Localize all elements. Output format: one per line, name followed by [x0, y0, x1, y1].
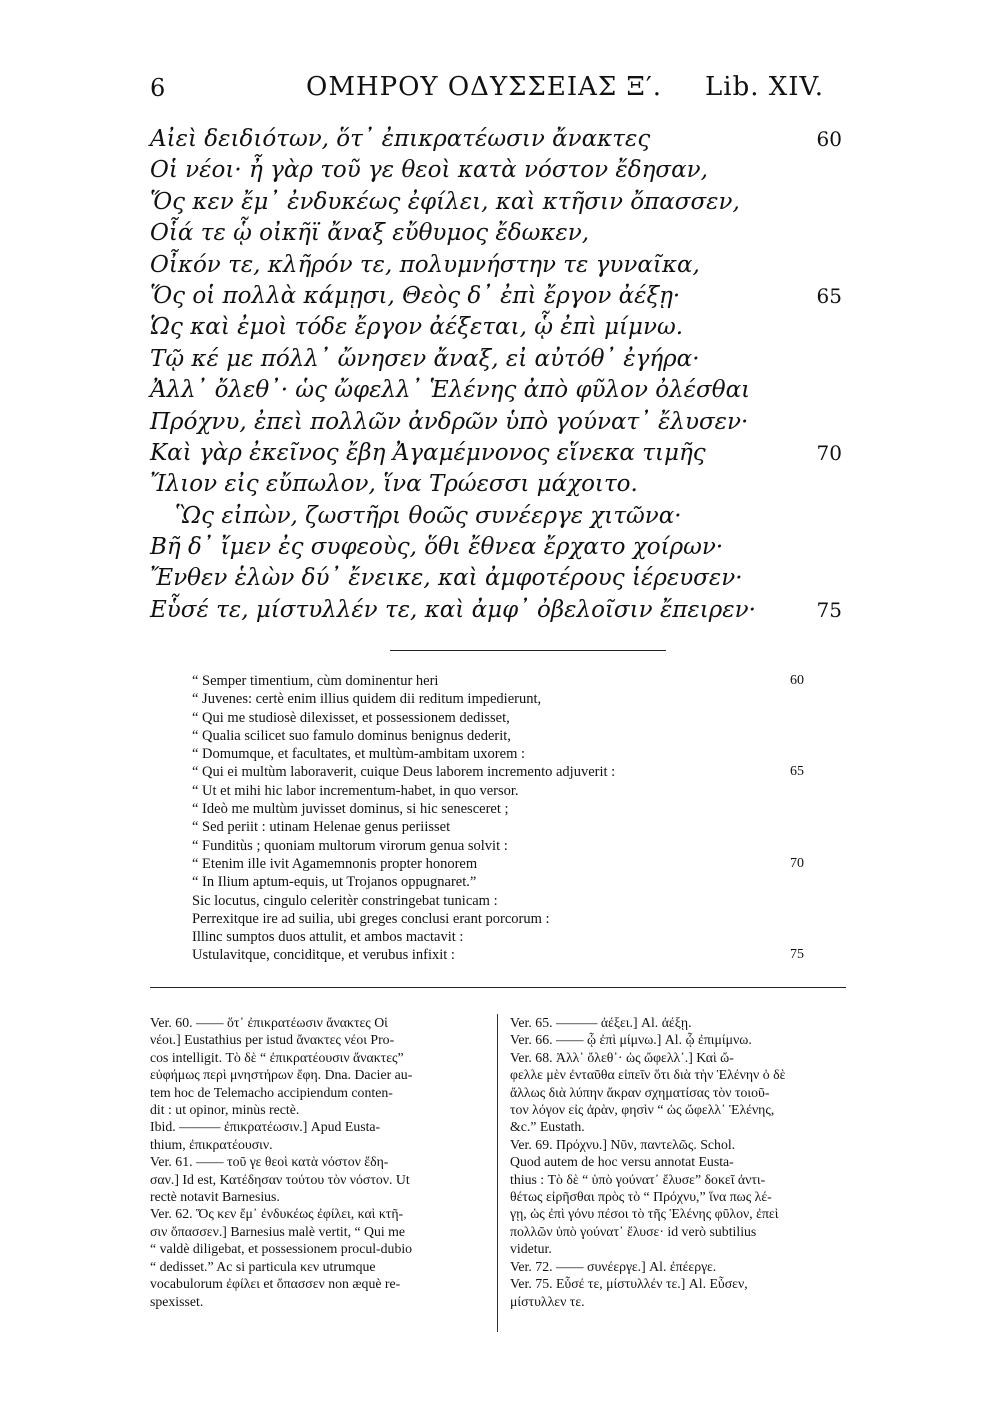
verse-number: 75 [790, 947, 804, 963]
latin-verse-text: Perrexitque ire ad suilia, ubi greges conclusi erant porcorum : [192, 910, 550, 927]
latin-verse-text: “ Ut et mihi hic labor incrementum-habet, in quo versor. [192, 782, 519, 799]
verse-number: 60 [816, 127, 842, 151]
latin-verse-line [192, 928, 832, 946]
greek-verse-text: Εὗσέ τε, μίστυλλέν τε, καὶ ἀμφ᾽ ὀβελοῖσιν ἔπειρεν· [150, 596, 756, 623]
latin-verse-text: “ Qui me studiosè dilexisset, et possessionem dedisset, [192, 709, 510, 726]
verse-number: 70 [790, 855, 804, 871]
book-label: Lib. XIV. [705, 72, 825, 102]
greek-verse-line [150, 407, 850, 438]
footnote-line: videtur. [510, 1241, 552, 1257]
greek-verse-text: Ὡς καὶ ἐμοὶ τόδε ἔργον ἀέξεται, ᾧ ἐπὶ μίμνω. [150, 314, 684, 341]
section-divider [390, 650, 666, 651]
footnote-line: &c.” Eustath. [510, 1119, 585, 1135]
footnote-line: Quod autem de hoc versu annotat Eusta- [510, 1154, 734, 1170]
greek-verse-line [150, 344, 850, 375]
footnote-line: Ver. 68. Ἀλλ᾽ ὄλεθ᾽· ὡς ὤφελλ᾽.] Καὶ ὤ- [510, 1049, 734, 1065]
footnote-line: γῃ, ὡς ἐπὶ γόνυ πέσοι τὸ τῆς Ἑλένης φῦλον, ἐπεὶ [510, 1206, 779, 1222]
footnote-line: “ dedisset.” Ac si particula κεν utrumque [150, 1258, 376, 1274]
footnotes-right-column [510, 1014, 846, 1310]
verse-number: 70 [816, 440, 842, 465]
footnote-line: tem hoc de Telemacho accipiendum conten- [150, 1084, 393, 1100]
greek-verse-line [150, 187, 850, 218]
verse-number: 65 [790, 764, 804, 780]
greek-verse-text: Βῆ δ᾽ ἴμεν ἐς συφεοὺς, ὅθι ἔθνεα ἔρχατο χοίρων· [150, 534, 724, 561]
latin-verse-line [192, 690, 832, 708]
footnote-line: Ver. 62. Ὅς κεν ἔμ᾽ ἐνδυκέως ἐφίλει, καὶ κτῆ- [150, 1206, 404, 1222]
latin-verse-text: “ Etenim ille ivit Agamemnonis propter honorem [192, 855, 478, 872]
greek-verse-text: Ὣς εἰπὼν, ζωστῆρι θοῶς συνέεργε χιτῶνα· [175, 502, 682, 529]
latin-verse-line [192, 800, 832, 818]
greek-verse-line [150, 563, 850, 594]
verse-number: 60 [790, 673, 804, 688]
latin-verse-text: “ Sed periit : utinam Helenae genus periisset [192, 819, 451, 836]
footnote-line: Ver. 66. —— ᾧ ἐπὶ μίμνω.] Al. ᾧ ἐπιμίμνω. [510, 1032, 752, 1048]
footnotes-left-column [150, 1014, 486, 1310]
greek-verse-text: Καὶ γὰρ ἐκεῖνος ἔβη Ἀγαμέμνονος εἵνεκα τιμῆς [150, 439, 706, 466]
footnote-line: πολλῶν ὑπὸ γούνατ᾽ ἔλυσε· id verò subtilius [510, 1223, 757, 1239]
greek-verse-text: Οἱ νέοι· ἦ γὰρ τοῦ γε θεοὶ κατὰ νόστον ἔδησαν, [150, 157, 708, 184]
footnote-line: Ver. 69. Πρόχνυ.] Νῦν, παντελῶς. Schol. [510, 1136, 736, 1152]
latin-verse-line [192, 946, 832, 964]
footnote-line: ἄλλως διὰ λύπην ἄκραν σχηματίσας τὸν τοιοῦ- [510, 1084, 770, 1100]
latin-translation [192, 672, 832, 965]
greek-verse-line [150, 250, 850, 281]
greek-verse-line [150, 501, 850, 532]
footnote-line: Ver. 72. —— συνέεργε.] Al. ἐπέεργε. [510, 1258, 717, 1274]
greek-verses [150, 124, 850, 626]
latin-verse-line [192, 818, 832, 836]
footnote-line: θέτως εἰρῆσθαι πρὸς τὸ “ Πρόχνυ,” ἵνα πως λέ- [510, 1189, 772, 1205]
column-divider [497, 1014, 498, 1332]
latin-verse-text: “ In Ilium aptum-equis, ut Trojanos oppugnaret.” [192, 874, 477, 891]
footnote-line: σαν.] Id est, Κατέδησαν τούτου τὸν νόστον. Ut [150, 1171, 410, 1187]
greek-verse-line [150, 469, 850, 500]
greek-verse-line [150, 312, 850, 343]
page-number: 6 [150, 74, 166, 102]
greek-verse-text: Ἔνθεν ἑλὼν δύ᾽ ἔνεικε, καὶ ἀμφοτέρους ἱέρευσεν· [150, 565, 743, 592]
greek-verse-text: Αἰεὶ δειδιότων, ὅτ᾽ ἐπικρατέωσιν ἄνακτες [150, 126, 651, 152]
footnote-line: Ibid. ——— ἐπικρατέωσιν.] Apud Eusta- [150, 1119, 381, 1135]
footnote-line: νέοι.] Eustathius per istud ἄνακτες νέοι Pro- [150, 1032, 395, 1048]
footnote-line: φελλε μὲν ἐνταῦθα εἰπεῖν ὅτι διὰ τὴν Ἑλένην ὁ δὲ [510, 1067, 786, 1083]
latin-verse-text: Illinc sumptos duos attulit, et ambos mactavit : [192, 929, 464, 946]
latin-verse-line [192, 727, 832, 745]
latin-verse-text: “ Qui ei multùm laboraverit, cuique Deus laborem incremento adjuverit : [192, 764, 616, 781]
footnote-line: Ver. 61. —— τοῦ γε θεοὶ κατὰ νόστον ἔδη- [150, 1154, 389, 1170]
footnote-line: thium, ἐπικρατέουσιν. [150, 1136, 273, 1152]
latin-verse-text: “ Ideò me multùm juvisset dominus, si hic senesceret ; [192, 801, 509, 818]
greek-verse-line [150, 124, 850, 155]
footnote-line: σιν ὄπασσεν.] Barnesius malè vertit, “ Qui me [150, 1223, 406, 1239]
latin-verse-text: “ Qualia scilicet suo famulo dominus benignus dederit, [192, 727, 511, 744]
greek-verse-line [150, 532, 850, 563]
latin-verse-line [192, 672, 832, 690]
greek-verse-line [150, 438, 850, 469]
footnote-line: τον λόγον εἰς ἀρὰν, φησὶν “ ὡς ὤφελλ᾽ Ἑλένης, [510, 1102, 775, 1118]
footnote-line: thius : Τὸ δὲ “ ὑπὸ γούνατ᾽ ἔλυσε” δοκεῖ ἀντι- [510, 1171, 766, 1187]
latin-verse-line [192, 837, 832, 855]
greek-verse-text: Ἀλλ᾽ ὄλεθ᾽· ὡς ὤφελλ᾽ Ἑλένης ἀπὸ φῦλον ὀλέσθαι [150, 377, 751, 404]
greek-verse-line [150, 281, 850, 312]
latin-verse-text: “ Semper timentium, cùm dominentur heri [192, 673, 439, 689]
latin-verse-text: Ustulavitque, conciditque, et verubus infixit : [192, 947, 455, 964]
footnote-line: Ver. 75. Εὗσέ τε, μίστυλλέν τε.] Al. Εὗσεν, [510, 1276, 748, 1292]
greek-verse-text: Ὅς οἱ πολλὰ κάμῃσι, Θεὸς δ᾽ ἐπὶ ἔργον ἀέξῃ· [150, 282, 681, 309]
greek-verse-text: Πρόχνυ, ἐπεὶ πολλῶν ἀνδρῶν ὑπὸ γούνατ᾽ ἔλυσεν· [150, 408, 749, 435]
latin-verse-line [192, 709, 832, 727]
footnote-line: “ valdè diligebat, et possessionem procul-dubio [150, 1241, 413, 1257]
greek-verse-text: Οἶκόν τε, κλῆρόν τε, πολυμνήστην τε γυναῖκα, [150, 251, 700, 278]
footnote-line: vocabulorum ἐφίλει et ὄπασσεν non æquè re- [150, 1276, 401, 1292]
latin-verse-line [192, 763, 832, 781]
greek-verse-line [150, 218, 850, 249]
latin-verse-text: “ Funditùs ; quoniam multorum virorum genua solvit : [192, 837, 508, 854]
latin-verse-line [192, 782, 832, 800]
footnote-line: Ver. 60. —— ὅτ᾽ ἐπικρατέωσιν ἄνακτες Οἱ [150, 1015, 388, 1030]
footnote-line: rectè notavit Barnesius. [150, 1189, 280, 1205]
footnote-line: μίστυλλεν τε. [510, 1293, 585, 1309]
footnotes [150, 1014, 850, 1334]
footnote-line: spexisset. [150, 1293, 204, 1309]
latin-verse-line [192, 745, 832, 763]
footnote-line: Ver. 65. ——— ἀέξει.] Al. ἀέξῃ. [510, 1015, 692, 1030]
greek-verse-line [150, 155, 850, 186]
footnote-line: εὐφήμως περὶ μνηστήρων ἔφη. Dna. Dacier au- [150, 1067, 413, 1083]
latin-verse-line [192, 910, 832, 928]
latin-verse-line [192, 873, 832, 891]
latin-verse-text: Sic locutus, cingulo celeritèr constringebat tunicam : [192, 892, 498, 909]
latin-verse-line [192, 855, 832, 873]
greek-verse-text: Ὅς κεν ἔμ᾽ ἐνδυκέως ἐφίλει, καὶ κτῆσιν ὄπασσεν, [150, 188, 740, 215]
greek-verse-text: Ἴλιον εἰς εὔπωλον, ἵνα Τρώεσσι μάχοιτο. [150, 471, 638, 498]
notes-divider [150, 987, 846, 988]
greek-verse-text: Τῷ κέ με πόλλ᾽ ὤνησεν ἄναξ, εἰ αὐτόθ᾽ ἐγήρα· [150, 345, 700, 372]
latin-verse-line [192, 892, 832, 910]
latin-verse-text: “ Juvenes: certè enim illius quidem dii reditum impedierunt, [192, 691, 542, 708]
latin-verse-text: “ Domumque, et facultates, et multùm-ambitam uxorem : [192, 746, 526, 763]
page-header [0, 72, 1000, 106]
verse-number: 65 [816, 283, 842, 308]
greek-verse-text: Οἷά τε ᾧ οἰκῆϊ ἄναξ εὔθυμος ἔδωκεν, [150, 220, 590, 247]
verse-number: 75 [816, 597, 842, 622]
running-title: ΟΜΗΡΟΥ ΟΔΥΣΣΕΙΑΣ Ξ′. [306, 72, 663, 102]
greek-verse-line [150, 595, 850, 626]
footnote-line: dit : ut opinor, minùs rectè. [150, 1102, 300, 1118]
footnote-line: cos intelligit. Τὸ δὲ “ ἐπικρατέουσιν ἄνακτες” [150, 1049, 404, 1065]
greek-verse-line [150, 375, 850, 406]
